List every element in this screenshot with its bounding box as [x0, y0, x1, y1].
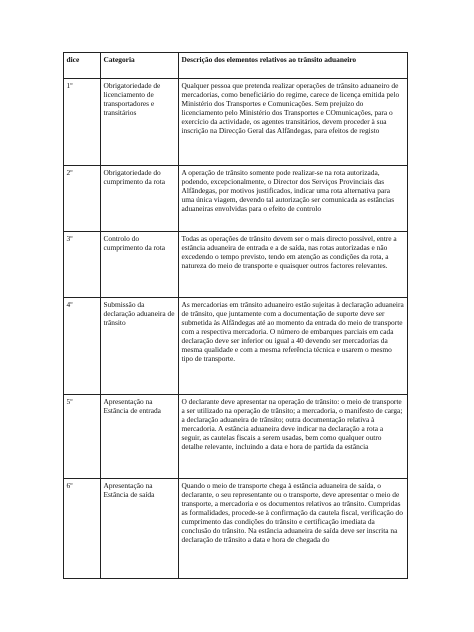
row-description: O declarante deve apresentar na operação de trânsito: o meio de transporte a ser utilizado na operação de trânsito; a mercadoria, o manifesto de carga; a declaração aduaneira de trânsito; outra documentação relativa à mercadoria. A estância aduaneira deve indicar na declaração a rota a seguir, as cautelas fiscais a serem usadas, bem como qualquer outro detalhe relevante, incluindo a data e hora de partida da estância [179, 395, 408, 479]
row-index: 5º [64, 395, 101, 479]
row-category: Apresentação na Estância de entrada [101, 395, 179, 479]
row-description: Qualquer pessoa que pretenda realizar operações de trânsito aduaneiro de mercadorias, como beneficiário do regime, carece de licença emitida pelo Ministério dos Transportes e Comunicações. Sem prejuízo do licenciamento pelo Ministério dos Transportes e COmunicações, para o exercício da actividade, os agentes transitários, devem proceder à sua inscrição na Direcção Geral das Alfândegas, para efeitos de registo [179, 79, 408, 166]
row-description: Todas as operações de trânsito devem ser o mais directo possível, entre a estância aduaneira de entrada e a de saída, nas rotas autorizadas e não excedendo o tempo previsto, tendo em atenção as condições da rota, a natureza do meio de transporte e quaisquer outros factores relevantes. [179, 232, 408, 298]
table-row [64, 479, 408, 579]
table-header-row [64, 53, 408, 79]
row-category: Apresentação na Estância de saída [101, 479, 179, 579]
row-index: 2º [64, 166, 101, 232]
table-row [64, 79, 408, 166]
header-category: Categoria [101, 53, 179, 79]
header-description: Descrição dos elementos relativos ao trânsito aduaneiro [179, 53, 408, 79]
row-description: Quando o meio de transporte chega à estância aduaneira de saída, o declarante, o seu representante ou o transporte, deve apresentar o meio de transporte, a mercadoria e os documentos relativos ao trânsito. Cumpridas as formalidades, procede-se à confirmação da cautela fiscal, verificação do cumprimento das condições do trânsito e certificação imediata da conclusão do trânsito. Na estância aduaneira de saída deve ser inscrita na declaração de trânsito a data e hora de chegada do [179, 479, 408, 579]
table-row [64, 166, 408, 232]
table-row [64, 298, 408, 395]
row-category: Submissão da declaração aduaneira de trânsito [101, 298, 179, 395]
row-category: Obrigatoriedade do cumprimento da rota [101, 166, 179, 232]
row-index: 4º [64, 298, 101, 395]
table-row [64, 395, 408, 479]
row-index: 6º [64, 479, 101, 579]
row-description: As mercadorias em trânsito aduaneiro estão sujeitas à declaração aduaneira de trânsito, que juntamente com a documentação de suporte deve ser submetida às Alfândegas até ao momento da entrada do meio de transporte com a respectiva mercadoria. O número de embarques parciais em cada declaração deve ser inferior ou igual a 40 devendo ser mercadorias da mesma qualidade e com a mesma referência técnica e usarem o mesmo tipo de transporte. [179, 298, 408, 395]
table-row [64, 232, 408, 298]
row-index: 1º [64, 79, 101, 166]
transit-elements-table [63, 52, 408, 579]
row-description: A operação de trânsito somente pode realizar-se na rota autorizada, podendo, excepcionalmente, o Director dos Serviços Provinciais das Alfândegas, por motivos justificados, indicar uma rota alternativa para uma única viagem, devendo tal autorização ser comunicada as estâncias aduaneiras envolvidas para o efeito de controlo [179, 166, 408, 232]
row-category: Controlo do cumprimento da rota [101, 232, 179, 298]
row-index: 3º [64, 232, 101, 298]
row-category: Obrigatoriedade de licenciamento de transportadores e transitários [101, 79, 179, 166]
header-index: dice [64, 53, 101, 79]
